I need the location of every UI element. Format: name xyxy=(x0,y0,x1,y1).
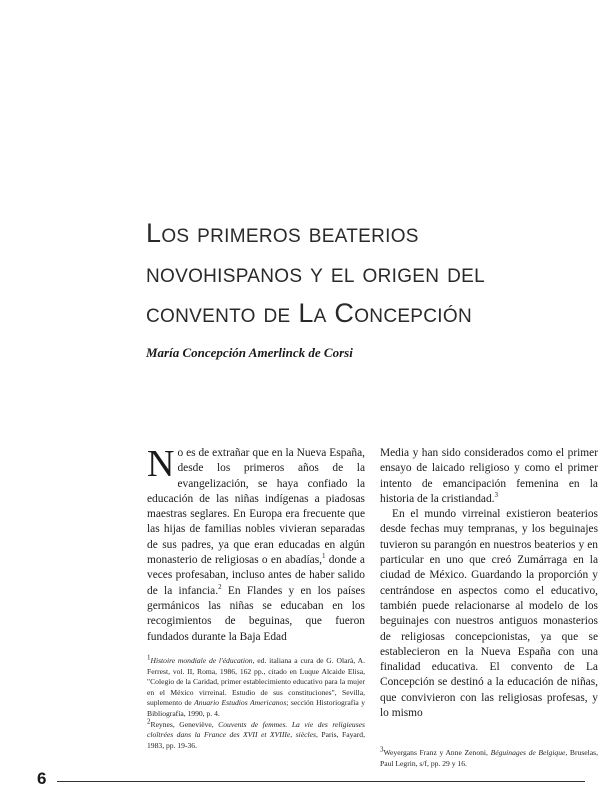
title-line-3: convento de La Concepción xyxy=(146,298,472,328)
body-column-right xyxy=(380,446,598,721)
footnote-number: 1 xyxy=(147,653,151,662)
footnote-ref: 1 xyxy=(321,552,326,561)
paragraph xyxy=(147,443,366,645)
title-line-2: novohispanos y el origen del xyxy=(146,258,485,288)
author-name: María Concepción Amerlinck de Corsi xyxy=(146,345,353,360)
footnote xyxy=(380,745,598,769)
paragraph-text: o es de extrañar que en la Nueva España, desde los primeros años de la evangelización, se haya confiado la educación de las niñas indígenas a piadosas maestras seglares. En Europa era frecuente que las hijas de familias nobles vivieran separadas de sus padres, ya que eran educadas en algún monasterio de religiosas o en abadías, xyxy=(147,447,365,567)
footnote-number: 2 xyxy=(147,717,151,726)
footnote-journal: Anuario Estudios Americanos xyxy=(194,698,287,708)
footnote-ref: 3 xyxy=(494,491,499,500)
footnote-author: Weyergans Franz y Anne Zenoni, xyxy=(383,748,491,757)
paragraph: En el mundo virreinal existieron beaterios desde fechas muy tempranas, y los beguinajes tuvieron su parangón en nuestros beaterios y en particular en uno que creó Zumárraga en la ciudad de México. Guardando la proporción y centrándose en aspectos como el educativo, también puede relacionarse al modelo de los beguinajes con nuestros antiguos monasterios de religiosas concepcionistas, ya que se establecieron en la Nueva España con una finalidad educativa. El convento de La Concepción se destinó a la educación de niñas, que convivieron con las religiosas profesas, y lo mismo xyxy=(380,508,598,720)
footnotes-right xyxy=(380,745,598,769)
footnote-text: ; sección Historiografía y Bibliografía, 1990, p. 4. xyxy=(147,698,366,718)
drop-cap: N xyxy=(147,443,175,485)
footnote-title: Béguinages de Belgique xyxy=(490,748,566,757)
footnote-text: , Paris, Fayard, 1983, pp. 19-36. xyxy=(147,730,365,750)
footnote-title: Couvents de femmes. La vie des religieuses cloîtrées dans la France des XVII et XVIIIe, siècles xyxy=(147,719,366,740)
footnote-text: , Bruselas, Paul Legrin, s/f, pp. 29 y 16. xyxy=(380,748,598,768)
paragraph-text: donde a veces profesaban, incluso antes de haber salido de la infancia. xyxy=(147,554,365,597)
footer-rule xyxy=(57,781,585,782)
paragraph-text: Media y han sido considerados como el primer ensayo de laicado religioso y como el primer intento de emancipación femenina en la historia de la cristiandad. xyxy=(380,447,598,505)
title-line-1: Los primeros beaterios xyxy=(146,218,419,248)
footnote xyxy=(147,653,366,720)
paragraph-text: En Flandes y en los países germánicos las niñas se educaban en los recogimientos de beguinas, que fueron fundados durante la Baja Edad xyxy=(147,584,366,643)
footnote-text: , ed. italiana a cura de G. Olarà, A. Ferrest, vol. II, Roma, 1986, 162 pp., citado en Luque Alcaide Elisa, "Colegio de la Caridad, primer establecimiento educativo para la mujer en el México virreinal. Estudio de sus constituciones", Sevilla, suplemento de xyxy=(147,656,365,708)
article-title xyxy=(146,213,586,333)
footnote-ref: 2 xyxy=(218,582,222,591)
footnotes-left xyxy=(147,653,366,751)
footnote-number: 3 xyxy=(380,745,384,754)
paragraph xyxy=(380,446,598,507)
page-number: 6 xyxy=(37,769,47,788)
footnote xyxy=(147,717,366,752)
footnote-title: Histoire mondiale de l'éducation xyxy=(150,656,253,665)
body-column-left xyxy=(147,443,366,645)
footnote-author: Reynes, Geneviève, xyxy=(150,719,219,729)
